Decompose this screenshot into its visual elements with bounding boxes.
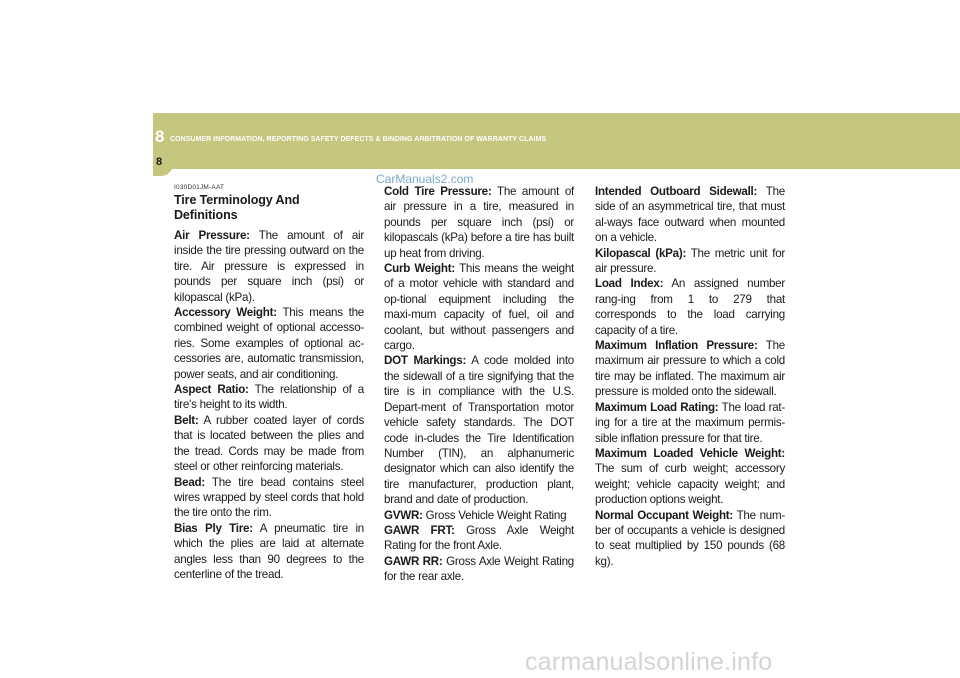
definition-text: Gross Axle Weight Rating for the rear axle.	[384, 554, 574, 584]
definition-term: GAWR FRT:	[384, 523, 455, 537]
definition-text: This means the weight of a motor vehicle with standard and op-tional equipment including the maxi-mum capacity of fuel, oil and coolant, but without passengers and cargo.	[384, 262, 574, 353]
chapter-title: CONSUMER INFORMATION, REPORTING SAFETY DEFECTS & BINDING ARBITRATION OF WARRANTY CLAIMS	[170, 136, 547, 143]
definition-term: Maximum Load Rating:	[595, 400, 719, 414]
definition-term: Air Pressure:	[174, 229, 250, 242]
section-code: I030D01JM-AAT	[174, 184, 225, 191]
definition-entry	[384, 508, 574, 523]
definition-entry	[595, 338, 785, 400]
definition-term: Load Index:	[595, 277, 664, 291]
definition-entry	[595, 446, 785, 508]
watermark-top[interactable]: CarManuals2.com	[376, 172, 474, 186]
definition-term: Maximum Inflation Pressure:	[595, 339, 758, 353]
definition-term: Cold Tire Pressure:	[384, 185, 492, 198]
definition-term: Aspect Ratio:	[174, 383, 249, 397]
definition-entry	[384, 523, 574, 554]
definition-term: GVWR:	[384, 508, 423, 522]
definition-text: The metric unit for air pressure.	[595, 246, 785, 276]
definition-term: Intended Outboard Sidewall:	[595, 185, 758, 198]
watermark-bottom[interactable]: carmanualsonline.info	[525, 648, 773, 676]
definition-term: GAWR RR:	[384, 554, 443, 568]
definition-text: An assigned number rang-ing from 1 to 279 that corresponds to the load carrying capacity of a tire.	[595, 277, 785, 337]
definition-entry	[384, 261, 574, 353]
definition-entry	[174, 475, 364, 521]
definition-entry	[174, 228, 364, 305]
section-title: Tire Terminology And Definitions	[174, 193, 300, 222]
definition-text: The relationship of a tire's height to its width.	[174, 383, 364, 412]
definition-term: Bias Ply Tire:	[174, 521, 253, 535]
definition-text: A pneumatic tire in which the plies are laid at alternate angles less than 90 degrees to the centerline of the tread.	[174, 521, 364, 581]
definition-text: The maximum air pressure to which a cold tire may be inflated. The maximum air pressure is molded onto the sidewall.	[595, 339, 785, 399]
definition-text: A code molded into the sidewall of a tire signifying that the tire is in compliance with the U.S. Depart-ment of Transportation motor vehicle safety standards. The DOT code in-cludes the Tire Identification Number (TIN), an alphanumeric designator which can also identify the tire manufacturer, production plant, brand and date of production.	[384, 354, 574, 507]
definition-entry	[595, 508, 785, 570]
definition-text: A rubber coated layer of cords that is located between the plies and the tread. Cords may be made from steel or other reinforcing materials.	[174, 413, 364, 474]
definition-term: Accessory Weight:	[174, 306, 277, 320]
definition-text: The sum of curb weight; accessory weight; vehicle capacity weight; and production options weight.	[595, 462, 785, 507]
definition-text: The load rat-ing for a tire at the maximum permis-sible inflation pressure for that tire.	[595, 400, 785, 445]
definition-text: Gross Axle Weight Rating for the front Axle.	[384, 523, 575, 553]
definition-text: The amount of air pressure in a tire, measured in pounds per square inch (psi) or kilopascals (kPa) before a tire has built up heat from driving.	[384, 185, 574, 260]
definition-term: DOT Markings:	[384, 354, 467, 368]
definition-entry	[384, 353, 574, 507]
definition-entry	[595, 400, 785, 446]
definition-list	[384, 184, 574, 585]
definition-term: Curb Weight:	[384, 262, 455, 276]
definition-entry	[174, 382, 364, 413]
definition-text: The side of an asymmetrical tire, that must al-ways face outward when mounted on a vehicle.	[595, 185, 785, 245]
text-column-3	[595, 184, 785, 569]
definition-list	[595, 184, 785, 569]
definition-entry	[384, 554, 574, 585]
definition-text: Gross Vehicle Weight Rating	[422, 508, 567, 522]
definition-text: The amount of air inside the tire pressing outward on the tire. Air pressure is expressed in pounds per square inch (psi) or kilopascal (kPa).	[174, 229, 364, 304]
definition-term: Belt:	[174, 413, 199, 427]
text-column-1	[174, 183, 364, 582]
definition-text: The tire bead contains steel wires wrapped by steel cords that hold the tire onto the rim.	[174, 475, 364, 520]
definition-term: Maximum Loaded Vehicle Weight:	[595, 446, 785, 460]
definition-entry	[174, 305, 364, 382]
definition-entry	[174, 413, 364, 475]
definition-text: This means the combined weight of optional accesso-ries. Some examples of optional ac-cessories are, automatic transmission, power seats, and air conditioning.	[174, 306, 364, 381]
page-number: 8	[156, 156, 163, 168]
definition-term: Kilopascal (kPa):	[595, 246, 687, 260]
definition-entry	[384, 184, 574, 261]
definition-text: The num-ber of occupants a vehicle is designed to seat multiplied by 150 pounds (68 kg).	[595, 508, 785, 568]
definition-entry	[595, 276, 785, 338]
definition-term: Normal Occupant Weight:	[595, 508, 734, 522]
text-column-2	[384, 184, 574, 585]
definition-list	[174, 228, 364, 582]
definition-entry	[174, 521, 364, 583]
chapter-number: 8	[155, 127, 165, 146]
definition-entry	[595, 246, 785, 277]
definition-entry	[595, 184, 785, 246]
definition-term: Bead:	[174, 475, 205, 489]
